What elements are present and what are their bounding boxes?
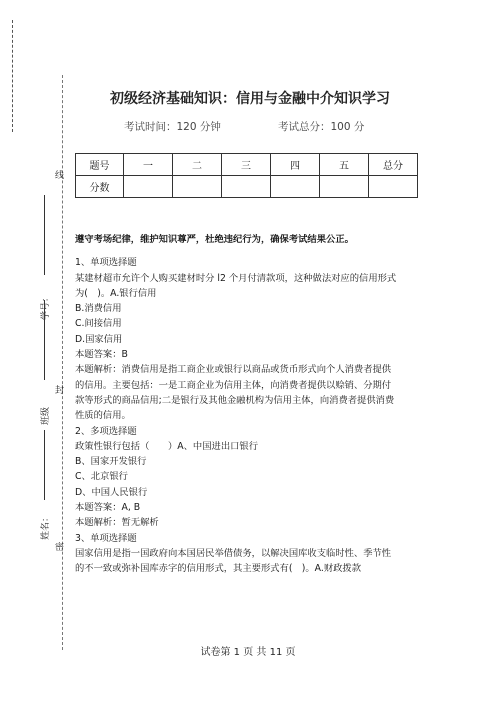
score-cell xyxy=(320,176,369,198)
text-line: 2、多项选择题 xyxy=(75,425,137,437)
text-line: 本题答案：A, B xyxy=(75,502,141,514)
text-line: 3、单项选择题 xyxy=(75,532,137,544)
binding-dashed-line-outer xyxy=(12,20,13,132)
score-row-label: 分数 xyxy=(76,176,124,198)
score-table-score-row xyxy=(76,176,418,198)
binding-dashed-line-inner xyxy=(62,75,63,650)
class-blank xyxy=(44,300,45,380)
student-id-blank xyxy=(44,195,45,275)
score-cell xyxy=(369,176,418,198)
seal-mark-mi: 密 xyxy=(55,543,65,553)
text-line: 性质的信用。 xyxy=(75,410,131,422)
name-blank xyxy=(44,430,45,500)
exam-title: 初级经济基础知识：信用与金融中介知识学习 xyxy=(110,91,390,107)
score-table-header: 一 xyxy=(124,154,173,176)
text-line: B.消费信用 xyxy=(75,303,122,315)
exam-body xyxy=(75,232,425,577)
class-label: 班级 xyxy=(41,406,51,425)
text-line: D.国家信用 xyxy=(75,333,123,345)
text-line: D、中国人民银行 xyxy=(75,486,148,498)
text-line: 1、单项选择题 xyxy=(75,257,137,269)
text-line: 政策性银行包括（ ）A、中国进出口银行 xyxy=(75,440,259,452)
seal-mark-feng: 封 xyxy=(55,386,65,396)
text-line: 某建材超市允许个人购买建材时分 l2 个月付清款项，这种做法对应的信用形式 xyxy=(75,272,397,284)
text-line: 款等形式的商品信用;二是银行及其他金融机构为信用主体，向消费者提供消费 xyxy=(75,394,395,406)
text-line: 的不一致或弥补国库赤字的信用形式，其主要形式有( )。A.财政拨款 xyxy=(75,563,362,575)
score-table-header: 五 xyxy=(320,154,369,176)
text-line: C.间接信用 xyxy=(75,318,122,330)
page-footer: 试卷第 1 页 共 11 页 xyxy=(200,647,296,658)
text-line: 本题解析：消费信用是指工商企业或银行以商品或货币形式向个人消费者提供 xyxy=(75,364,392,376)
text-line: 为( )。A.银行信用 xyxy=(75,287,157,299)
text-line: 本题答案：B xyxy=(75,349,128,361)
score-cell xyxy=(124,176,173,198)
exam-total-score: 考试总分：100 分 xyxy=(278,121,365,133)
text-line: B、国家开发银行 xyxy=(75,456,147,468)
score-table-header: 四 xyxy=(271,154,320,176)
score-cell xyxy=(222,176,271,198)
student-id-label: 学号： xyxy=(41,292,51,320)
seal-mark-line: 线 xyxy=(55,171,65,181)
score-table-header-row xyxy=(76,154,418,176)
text-line: 本题解析：暂无解析 xyxy=(75,517,159,529)
name-label: 姓名： xyxy=(41,512,51,540)
exam-notice: 遵守考场纪律，维护知识尊严，杜绝违纪行为，确保考试结果公正。 xyxy=(75,234,354,245)
score-cell xyxy=(173,176,222,198)
score-table xyxy=(75,153,418,198)
text-line: 的信用。主要包括：一是工商企业为信用主体，向消费者提供以赊销、分期付 xyxy=(75,379,392,391)
score-table-header: 三 xyxy=(222,154,271,176)
score-table-header: 总分 xyxy=(369,154,418,176)
text-line: C、北京银行 xyxy=(75,471,128,483)
text-line: 国家信用是指一国政府向本国居民举借债务，以解决国库收支临时性、季节性 xyxy=(75,547,392,559)
score-table-header: 题号 xyxy=(76,154,124,176)
exam-time: 考试时间：120 分钟 xyxy=(124,121,221,133)
score-table-header: 二 xyxy=(173,154,222,176)
score-cell xyxy=(271,176,320,198)
